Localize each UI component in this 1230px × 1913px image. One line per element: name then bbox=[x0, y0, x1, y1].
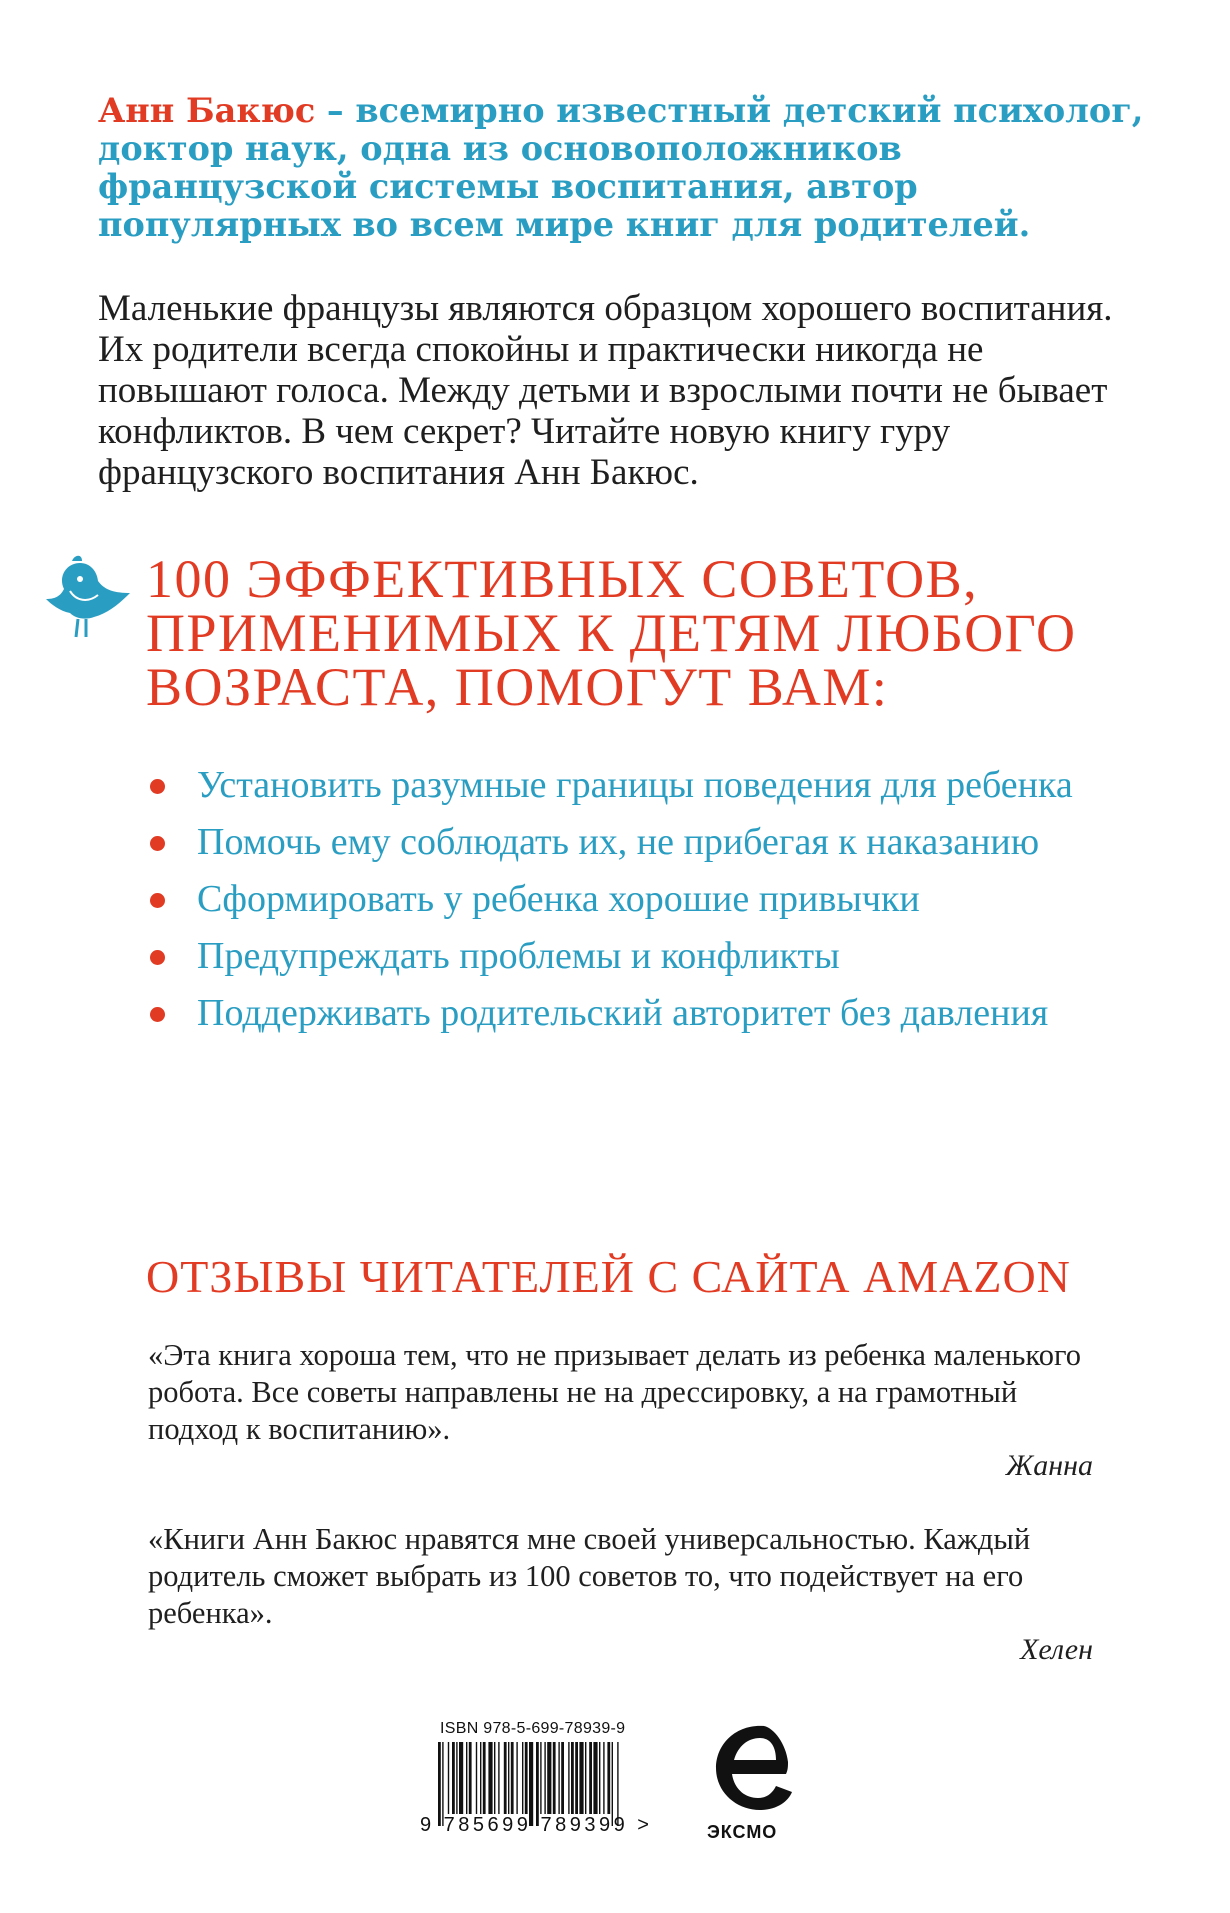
headline-line: ПРИМЕНИМЫХ К ДЕТЯМ ЛЮБОГО bbox=[146, 603, 1077, 663]
barcode-bar bbox=[593, 1742, 597, 1814]
list-item bbox=[150, 988, 1150, 1038]
barcode-bar bbox=[603, 1742, 604, 1814]
barcode-bar bbox=[522, 1742, 523, 1814]
barcode-bar bbox=[480, 1742, 481, 1814]
author-bio: – всемирно известный детский психолог, доктор наук, одна из основоположников французской системы воспитания, автор популярных во всем мире книг для родителей. bbox=[98, 91, 1144, 244]
barcode-digits: 9 785699 789399 > bbox=[420, 1814, 653, 1836]
barcode-bar bbox=[508, 1742, 509, 1814]
headline-line: ВОЗРАСТА, ПОМОГУТ ВАМ: bbox=[146, 657, 889, 717]
barcode-bar bbox=[511, 1742, 514, 1814]
list-item bbox=[150, 817, 1150, 867]
list-item bbox=[150, 874, 1150, 924]
barcode-bar bbox=[585, 1742, 586, 1814]
barcode-bar bbox=[476, 1742, 477, 1814]
barcode-bar bbox=[469, 1742, 472, 1814]
barcode-bar bbox=[494, 1742, 495, 1814]
isbn-label: ISBN 978-5-699-78939-9 bbox=[440, 1720, 626, 1737]
barcode-bar bbox=[448, 1742, 449, 1814]
benefit-text: Установить разумные границы поведения для ребенка bbox=[197, 764, 1073, 806]
barcode-bar bbox=[599, 1742, 600, 1814]
review-quote: «Эта книга хороша тем, что не призывает делать из ребенка маленького робота. Все советы направлены не на дрессировку, а на грамотный подход к воспитанию». bbox=[148, 1338, 1081, 1446]
headline bbox=[146, 549, 1206, 717]
barcode-bar bbox=[540, 1742, 541, 1814]
barcode-bar bbox=[568, 1742, 569, 1814]
bullet-icon bbox=[150, 779, 165, 794]
bullet-icon bbox=[150, 893, 165, 908]
barcode-bar bbox=[558, 1742, 559, 1814]
author-name: Анн Бакюс bbox=[98, 91, 316, 130]
barcode-bar bbox=[589, 1742, 592, 1814]
review-author: Хелен bbox=[1020, 1633, 1093, 1666]
barcode-bar bbox=[544, 1742, 545, 1814]
bird-icon bbox=[42, 555, 134, 645]
book-description: Маленькие французы являются образцом хорошего воспитания. Их родители всегда спокойны и практически никогда не повышают голоса. Между детьми и взрослыми почти не бывает конфликтов. В чем секрет? Читайте новую книгу гуру французского воспитания Анн Бакюс. bbox=[98, 288, 1113, 493]
benefit-text: Поддерживать родительский авторитет без давления bbox=[197, 992, 1049, 1034]
barcode-bar bbox=[452, 1742, 455, 1814]
barcode-bar bbox=[516, 1742, 517, 1814]
benefit-text: Помочь ему соблюдать их, не прибегая к наказанию bbox=[197, 821, 1040, 863]
bullet-icon bbox=[150, 950, 165, 965]
barcode-bar bbox=[561, 1742, 564, 1814]
bullet-icon bbox=[150, 836, 165, 851]
benefit-text: Сформировать у ребенка хорошие привычки bbox=[197, 878, 920, 920]
review-author: Жанна bbox=[1005, 1449, 1093, 1482]
barcode-bar bbox=[498, 1742, 499, 1814]
author-intro bbox=[98, 92, 1158, 244]
list-item bbox=[150, 760, 1150, 810]
barcode-bar bbox=[456, 1742, 457, 1814]
review-quote: «Книги Анн Бакюс нравятся мне своей универсальностью. Каждый родитель сможет выбрать из 100 советов то, что подействует на его ребенка». bbox=[148, 1522, 1031, 1630]
barcode-bar bbox=[459, 1742, 463, 1814]
barcode-bar bbox=[466, 1742, 467, 1814]
benefit-text: Предупреждать проблемы и конфликты bbox=[197, 935, 840, 977]
benefits-list bbox=[150, 760, 1150, 1045]
barcode-bar bbox=[579, 1742, 583, 1814]
headline-line: 100 ЭФФЕКТИВНЫХ СОВЕТОВ, bbox=[146, 549, 979, 609]
publisher-name: ЭКСМО bbox=[707, 1822, 778, 1842]
barcode-bar bbox=[571, 1742, 574, 1814]
eksmo-logo-icon bbox=[706, 1720, 796, 1815]
barcode-bar bbox=[483, 1742, 486, 1814]
barcode-bar bbox=[525, 1742, 528, 1814]
barcode-bar bbox=[504, 1742, 507, 1814]
barcode-bar bbox=[488, 1742, 492, 1814]
list-item bbox=[150, 931, 1150, 981]
barcode-bar bbox=[547, 1742, 551, 1814]
bullet-icon bbox=[150, 1007, 165, 1022]
reviews-title: ОТЗЫВЫ ЧИТАТЕЛЕЙ С САЙТА AMAZON bbox=[146, 1251, 1071, 1302]
barcode-bar bbox=[575, 1742, 578, 1814]
barcode-bar bbox=[607, 1742, 610, 1814]
barcode-bar bbox=[553, 1742, 556, 1814]
